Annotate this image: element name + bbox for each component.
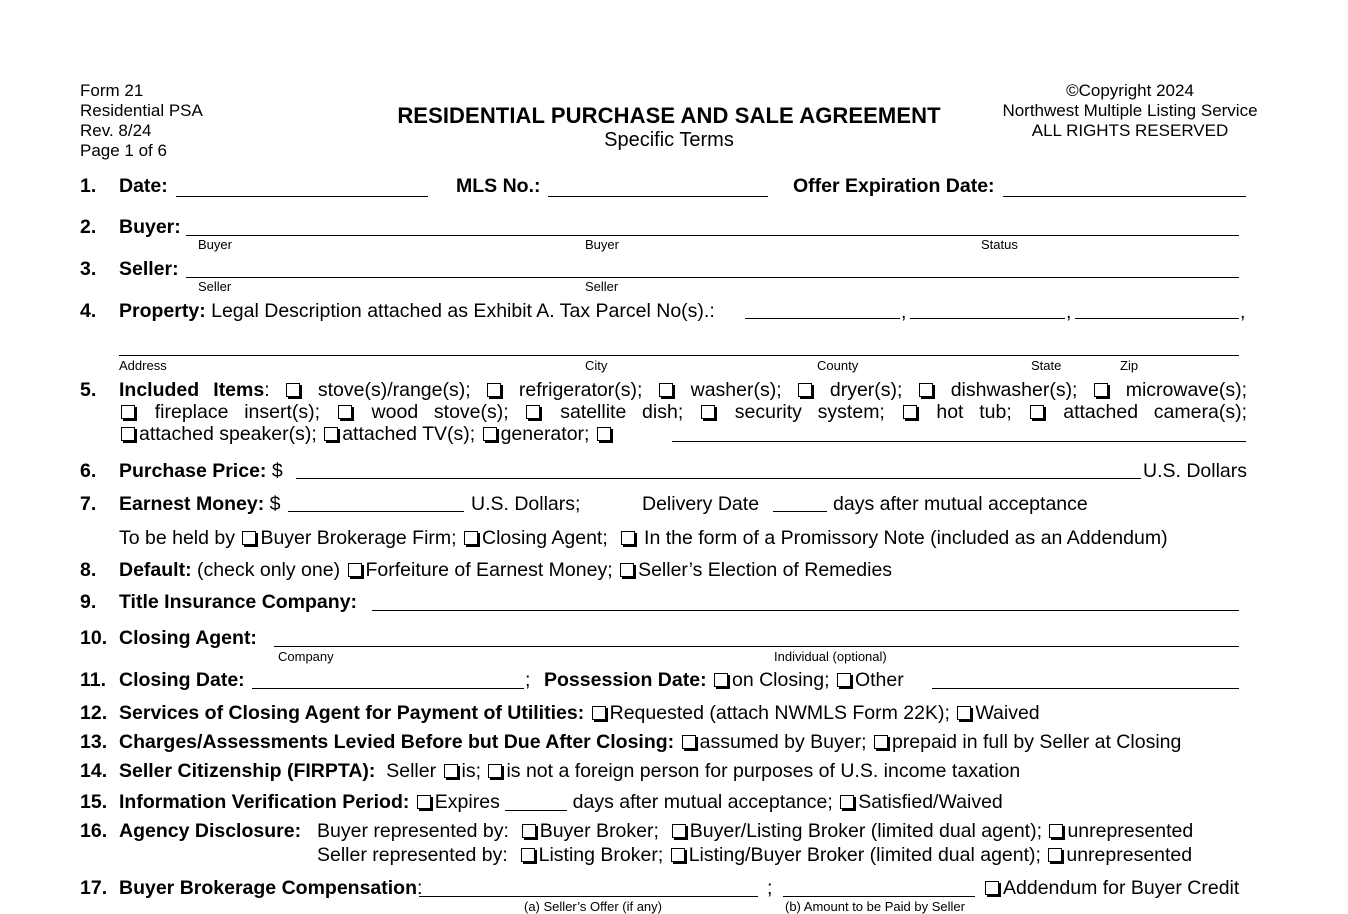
offer-expiration-label: Offer Expiration Date: (793, 175, 995, 197)
semicolon: ; (525, 669, 531, 691)
possession-other-field[interactable] (932, 688, 1239, 689)
title-insurance-label: Title Insurance Company: (119, 591, 358, 613)
utilities-line (119, 702, 1040, 725)
tax-parcel-field-3[interactable] (1075, 318, 1239, 319)
checkbox[interactable] (620, 563, 634, 577)
checkbox[interactable] (522, 824, 536, 838)
option-attached-speaker: attached speaker(s); (139, 423, 317, 445)
item-number: 6. (80, 460, 97, 482)
checkbox[interactable] (121, 427, 135, 441)
checkbox[interactable] (417, 795, 431, 809)
purchase-price-label: Purchase Price: (119, 460, 267, 482)
buyer-credit-option (983, 877, 1239, 900)
seller-field[interactable] (186, 277, 1239, 278)
option-refrigerator: refrigerator(s); (518, 379, 643, 401)
option-hot-tub: hot tub; (936, 401, 1012, 423)
buyer-label: Buyer: (119, 216, 181, 238)
checkbox[interactable] (985, 881, 999, 895)
item-number: 14. (80, 760, 108, 782)
individual-caption: Individual (optional) (774, 649, 887, 664)
option-waived: Waived (975, 702, 1040, 724)
option-other: Other (854, 669, 904, 691)
delivery-date-label: Delivery Date (642, 493, 760, 515)
tax-parcel-field-1[interactable] (745, 318, 900, 319)
checkbox[interactable] (671, 848, 685, 862)
item-number: 16. (80, 820, 108, 842)
title-insurance-field[interactable] (372, 610, 1239, 611)
page-subtitle: Specific Terms (604, 129, 734, 151)
checkbox[interactable] (903, 405, 917, 419)
option-buyer-credit-addendum: Addendum for Buyer Credit (1003, 877, 1240, 899)
option-dishwasher: dishwasher(s); (950, 379, 1078, 401)
buyer-caption: Buyer (585, 237, 619, 252)
option-listing-broker: Listing Broker; (538, 844, 664, 866)
option-is: is; (461, 760, 482, 782)
option-is-not: is not a foreign person for purposes of U.S. income taxation (506, 760, 1021, 782)
option-fireplace-insert: fireplace insert(s); (154, 401, 321, 423)
currency-label: U.S. Dollars; (471, 493, 581, 515)
checkbox[interactable] (121, 405, 135, 419)
option-attached-tv: attached TV(s); (342, 423, 476, 445)
included-items-line-1: Included Items: stove(s)/range(s); refrigerator(s); washer(s); dryer(s); dishwasher(s); microwave(s); (119, 379, 1248, 401)
option-washer: washer(s); (690, 379, 782, 401)
item-number: 10. (80, 627, 108, 649)
checkbox[interactable] (526, 405, 540, 419)
checkbox[interactable] (957, 706, 971, 720)
seller-label: Seller: (119, 258, 179, 280)
checkbox[interactable] (837, 673, 851, 687)
option-assumed-by-buyer: assumed by Buyer; (699, 731, 867, 753)
utilities-label: Services of Closing Agent for Payment of Utilities: (119, 702, 585, 724)
item-number: 12. (80, 702, 108, 724)
buyer-represented-label: Buyer represented by: (317, 820, 509, 842)
checkbox[interactable] (1048, 848, 1062, 862)
checkbox[interactable] (798, 383, 812, 397)
item-number: 8. (80, 559, 97, 581)
option-satisfied-waived: Satisfied/Waived (858, 791, 1003, 813)
date-field[interactable] (176, 196, 428, 197)
copyright-block (990, 81, 1270, 141)
page-number: Page 1 of 6 (80, 141, 167, 160)
verification-line (119, 791, 1003, 814)
option-expires: Expires (434, 791, 500, 813)
earnest-held-by-line (119, 527, 1168, 550)
seller-represented-label: Seller represented by: (317, 844, 508, 866)
earnest-money-field[interactable] (288, 511, 464, 512)
option-generator: generator; (500, 423, 590, 445)
item-number: 11. (80, 669, 107, 691)
included-items-line-3 (119, 423, 615, 446)
checkbox[interactable] (487, 383, 501, 397)
mls-label: MLS No.: (456, 175, 541, 197)
seller-representation-line (317, 844, 1192, 867)
checkbox[interactable] (1049, 824, 1063, 838)
zip-caption: Zip (1120, 358, 1139, 373)
earnest-money-line (119, 493, 280, 516)
included-items-line-2 (119, 401, 1247, 424)
checkbox[interactable] (597, 427, 611, 441)
option-dryer: dryer(s); (829, 379, 903, 401)
form-revision: Rev. 8/24 (80, 121, 152, 140)
option-listing-buyer-broker: Listing/Buyer Broker (limited dual agent); (688, 844, 1041, 866)
checkbox[interactable] (919, 383, 933, 397)
buyer-caption: Buyer (198, 237, 232, 252)
option-closing-agent: Closing Agent; (482, 527, 608, 549)
comma: , (1240, 301, 1246, 323)
buyer-representation-line (317, 820, 1193, 843)
option-buyer-brokerage: Buyer Brokerage Firm; (260, 527, 457, 549)
item-number: 7. (80, 493, 97, 515)
checkbox[interactable] (621, 531, 635, 545)
property-text: Legal Description attached as Exhibit A. Tax Parcel No(s).: (205, 300, 715, 322)
closing-agent-field[interactable] (274, 646, 1239, 647)
tax-parcel-field-2[interactable] (910, 318, 1065, 319)
verification-days-text: days after mutual acceptance; (572, 791, 833, 813)
checkbox[interactable] (488, 764, 502, 778)
seller-offer-caption: (a) Seller’s Offer (if any) (524, 899, 662, 914)
default-instruction: (check only one) (191, 559, 341, 581)
checkbox[interactable] (701, 405, 715, 419)
option-microwave: microwave(s); (1125, 379, 1248, 401)
delivery-days-field[interactable] (773, 511, 827, 512)
checkbox[interactable] (483, 427, 497, 441)
compensation-line (119, 877, 422, 900)
agency-disclosure-label: Agency Disclosure: (119, 820, 302, 842)
verification-label: Information Verification Period: (119, 791, 410, 813)
option-seller-remedies: Seller’s Election of Remedies (638, 559, 893, 581)
mls-number-field[interactable] (548, 196, 768, 197)
address-caption: Address (119, 358, 167, 373)
city-caption: City (585, 358, 608, 373)
checkbox[interactable] (1094, 383, 1108, 397)
checkbox[interactable] (324, 427, 338, 441)
option-buyer-listing-broker: Buyer/Listing Broker (limited dual agent); (689, 820, 1043, 842)
seller-caption: Seller (585, 279, 619, 294)
checkbox[interactable] (444, 764, 458, 778)
option-wood-stove: wood stove(s); (371, 401, 509, 423)
copyright-line: ©Copyright 2024 (1066, 81, 1194, 100)
seller-offer-field[interactable] (419, 896, 758, 897)
closing-date-label: Closing Date: (119, 669, 245, 691)
checkbox[interactable] (714, 673, 728, 687)
item-number: 1. (80, 175, 97, 197)
possession-line (544, 669, 904, 692)
company-caption: Company (278, 649, 334, 664)
seller-caption: Seller (198, 279, 232, 294)
checkbox[interactable] (1030, 405, 1044, 419)
form-number: Form 21 (80, 81, 144, 100)
option-forfeiture: Forfeiture of Earnest Money; (365, 559, 613, 581)
dollar-sign: $ (269, 493, 281, 515)
item-number: 9. (80, 591, 97, 613)
option-attached-camera: attached camera(s); (1063, 401, 1247, 423)
default-label: Default: (119, 559, 192, 581)
comma: , (1066, 301, 1072, 323)
item-number: 2. (80, 216, 97, 238)
date-label: Date: (119, 175, 168, 197)
item-number: 3. (80, 258, 97, 280)
checkbox[interactable] (874, 735, 888, 749)
currency-label: U.S. Dollars (1143, 460, 1248, 482)
delivery-days-text: days after mutual acceptance (833, 493, 1088, 515)
closing-date-field[interactable] (252, 688, 524, 689)
option-satellite-dish: satellite dish; (560, 401, 684, 423)
status-caption: Status (981, 237, 1018, 252)
purchase-price-line (119, 460, 283, 483)
firpta-line (119, 760, 1020, 783)
earnest-money-label: Earnest Money: (119, 493, 265, 515)
property-line (119, 300, 715, 323)
checkbox[interactable] (348, 563, 362, 577)
default-line (119, 559, 892, 582)
semicolon: ; (767, 877, 773, 899)
option-on-closing: on Closing; (731, 669, 830, 691)
item-number: 15. (80, 791, 108, 813)
item-number: 5. (80, 379, 97, 401)
option-security-system: security system; (734, 401, 885, 423)
charges-line (119, 731, 1181, 754)
option-seller-unrepresented: unrepresented (1066, 844, 1193, 866)
checkbox[interactable] (840, 795, 854, 809)
colon: : (417, 877, 423, 899)
amount-paid-caption: (b) Amount to be Paid by Seller (785, 899, 965, 914)
address-field[interactable] (119, 355, 1239, 356)
checkbox[interactable] (338, 405, 352, 419)
checkbox[interactable] (286, 383, 300, 397)
county-caption: County (817, 358, 859, 373)
checkbox[interactable] (242, 531, 256, 545)
dollar-sign: $ (271, 460, 283, 482)
option-stove: stove(s)/range(s); (317, 379, 471, 401)
held-by-label: To be held by (119, 527, 236, 549)
copyright-rights: ALL RIGHTS RESERVED (1031, 121, 1229, 140)
closing-agent-label: Closing Agent: (119, 627, 257, 649)
checkbox[interactable] (659, 383, 673, 397)
state-caption: State (1031, 358, 1062, 373)
checkbox[interactable] (464, 531, 478, 545)
seller-text: Seller (386, 760, 437, 782)
verification-days-field[interactable] (505, 794, 567, 811)
checkbox[interactable] (682, 735, 696, 749)
checkbox[interactable] (592, 706, 606, 720)
charges-label: Charges/Assessments Levied Before but Due After Closing: (119, 731, 675, 753)
offer-expiration-field[interactable] (1003, 196, 1246, 197)
checkbox[interactable] (672, 824, 686, 838)
item-number: 17. (80, 877, 108, 899)
checkbox[interactable] (521, 848, 535, 862)
other-items-field[interactable] (672, 441, 1246, 442)
possession-date-label: Possession Date: (544, 669, 707, 691)
buyer-field[interactable] (186, 235, 1239, 236)
comma: , (901, 301, 907, 323)
option-prepaid-by-seller: prepaid in full by Seller at Closing (891, 731, 1182, 753)
page-title: RESIDENTIAL PURCHASE AND SALE AGREEMENT (397, 103, 941, 128)
item-number: 4. (80, 300, 97, 322)
firpta-label: Seller Citizenship (FIRPTA): (119, 760, 376, 782)
included-items-label: Included Items (119, 379, 265, 401)
item-number: 13. (80, 731, 108, 753)
purchase-price-field[interactable] (296, 478, 1141, 479)
option-buyer-unrepresented: unrepresented (1067, 820, 1194, 842)
copyright-owner: Northwest Multiple Listing Service (1002, 101, 1258, 120)
option-promissory-note: In the form of a Promissory Note (included as an Addendum) (644, 527, 1168, 549)
form-name: Residential PSA (80, 101, 203, 120)
property-label: Property: (119, 300, 206, 322)
option-requested: Requested (attach NWMLS Form 22K); (609, 702, 950, 724)
amount-paid-field[interactable] (783, 896, 975, 897)
option-buyer-broker: Buyer Broker; (539, 820, 659, 842)
compensation-label: Buyer Brokerage Compensation (119, 877, 417, 899)
